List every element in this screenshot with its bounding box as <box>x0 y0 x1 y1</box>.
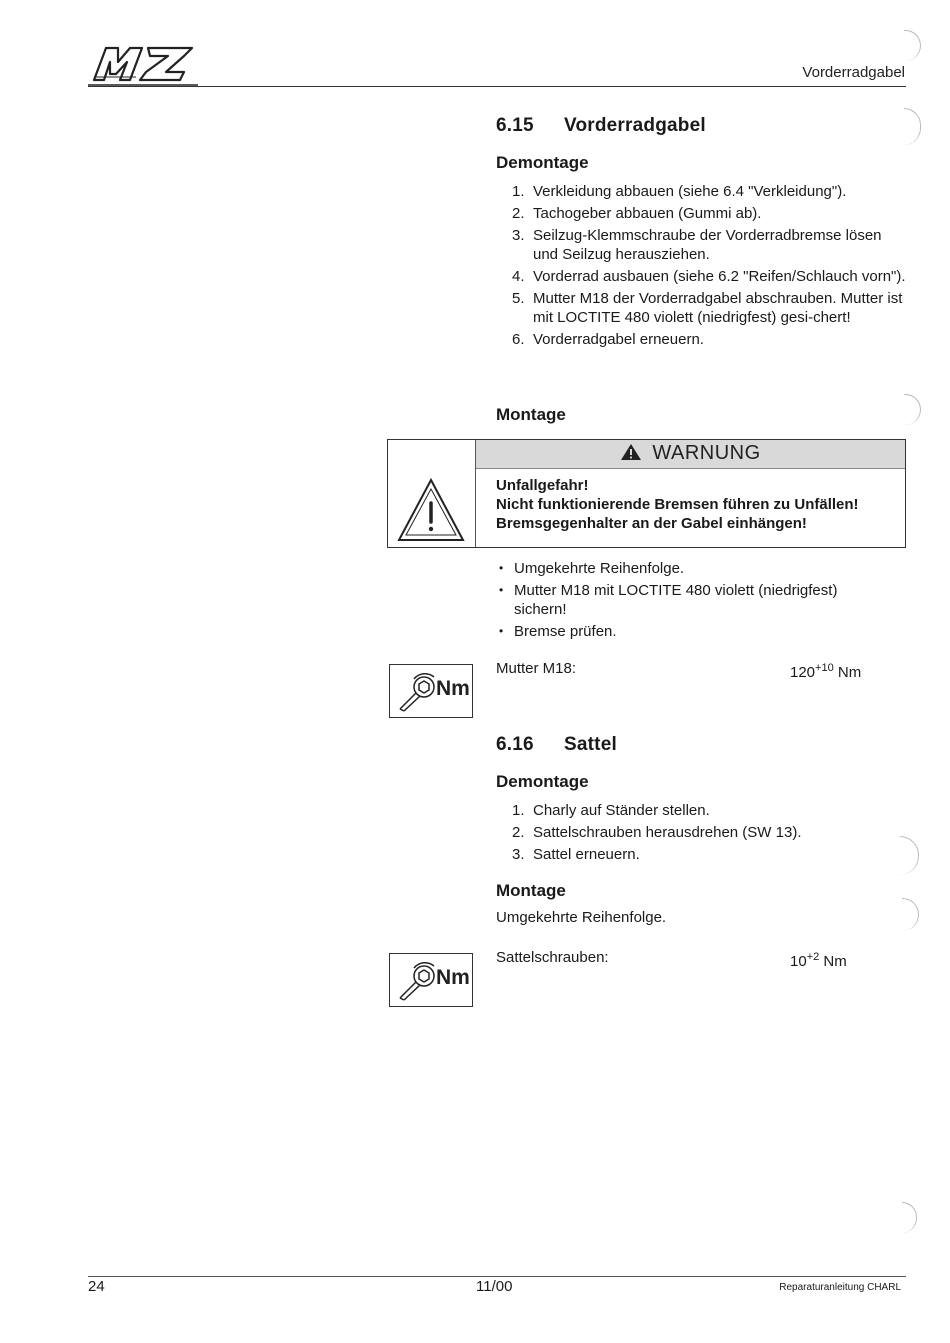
step-number: 2. <box>512 205 525 222</box>
step-item <box>496 267 908 286</box>
torque-tolerance: +2 <box>806 951 820 963</box>
step-number: 6. <box>512 331 525 348</box>
mz-logo <box>88 42 198 88</box>
demontage-steps <box>496 182 908 352</box>
demontage-heading: Demontage <box>496 153 589 172</box>
step-number: 4. <box>512 268 525 285</box>
wrench-icon <box>394 958 442 1002</box>
step-item <box>496 289 908 327</box>
step-item <box>496 204 908 223</box>
step-number: 2. <box>512 824 525 841</box>
section-616-heading <box>496 734 617 756</box>
torque-unit: Nm <box>823 953 847 970</box>
step-item <box>496 226 908 264</box>
warning-small-icon <box>620 443 642 461</box>
step-text: Charly auf Ständer stellen. <box>533 802 710 819</box>
warning-header <box>476 440 905 469</box>
section-615-heading <box>496 115 706 137</box>
step-number: 1. <box>512 802 525 819</box>
step-number: 3. <box>512 846 525 863</box>
step-text: Tachogeber abbauen (Gummi ab). <box>533 205 762 222</box>
section-title: Vorderradgabel <box>564 115 706 136</box>
step-text: Sattel erneuern. <box>533 846 640 863</box>
step-number: 1. <box>512 183 525 200</box>
section-title: Sattel <box>564 734 617 755</box>
torque-unit-label: Nm <box>436 966 470 989</box>
warning-box <box>387 439 906 548</box>
scan-mark <box>900 836 919 875</box>
montage-heading: Montage <box>496 881 566 900</box>
scan-mark <box>902 898 919 931</box>
page-number: 24 <box>88 1278 105 1295</box>
torque-tolerance: +10 <box>815 662 834 674</box>
step-text: Seilzug-Klemmschraube der Vorderradbremse lösen und Seilzug herausziehen. <box>533 227 882 263</box>
header-section-title: Vorderradgabel <box>802 64 905 81</box>
bullet-item: • Mutter M18 mit LOCTITE 480 violett (niedrigfest) sichern! <box>496 581 876 619</box>
torque-label: Mutter M18: <box>496 660 577 677</box>
footer-rule <box>88 1276 906 1277</box>
warning-text <box>496 476 859 533</box>
torque-wrench-icon <box>389 664 473 718</box>
section-number: 6.16 <box>496 734 534 755</box>
wrench-icon <box>394 669 442 713</box>
torque-value <box>790 659 861 682</box>
step-text: Vorderradgabel erneuern. <box>533 331 704 348</box>
warning-title-row <box>476 442 905 465</box>
torque-unit: Nm <box>837 664 862 681</box>
demontage-heading: Demontage <box>496 772 589 791</box>
footer-date: 11/00 <box>476 1278 513 1295</box>
warning-title: WARNUNG <box>652 442 761 464</box>
step-text: Vorderrad ausbauen (siehe 6.2 "Reifen/Schlauch vorn"). <box>533 268 906 285</box>
step-item <box>496 823 908 842</box>
header-rule <box>88 86 906 87</box>
step-item <box>496 330 908 349</box>
torque-value-number: 120 <box>790 664 816 681</box>
bullet-item: • Umgekehrte Reihenfolge. <box>496 559 876 578</box>
step-item <box>496 845 908 864</box>
demontage-steps <box>496 801 908 867</box>
mz-logo-graphic <box>88 42 198 88</box>
montage-bullets <box>496 559 876 644</box>
bullet-item: • Bremse prüfen. <box>496 622 876 641</box>
torque-value <box>790 948 847 971</box>
footer-manual-title: Reparaturanleitung CHARL <box>779 1282 901 1293</box>
step-text: Mutter M18 der Vorderradgabel abschrauben. Mutter ist mit LOCTITE 480 violett (niedrigfest) gesi-chert! <box>533 290 903 326</box>
step-item <box>496 182 908 201</box>
torque-unit-label: Nm <box>436 677 470 700</box>
step-text: Verkleidung abbauen (siehe 6.4 "Verkleidung"). <box>533 183 847 200</box>
step-number: 5. <box>512 290 525 307</box>
warning-icon-cell <box>388 440 476 547</box>
torque-label: Sattelschrauben: <box>496 949 609 966</box>
montage-heading: Montage <box>496 405 566 424</box>
warning-triangle-icon <box>388 440 475 547</box>
section-number: 6.15 <box>496 115 534 136</box>
scan-mark <box>902 1202 917 1233</box>
scan-mark <box>904 30 921 61</box>
step-item <box>496 801 908 820</box>
warning-line-2: Nicht funktionierende Bremsen führen zu Unfällen! <box>496 496 859 513</box>
scan-mark <box>904 108 921 145</box>
step-text: Sattelschrauben herausdrehen (SW 13). <box>533 824 802 841</box>
montage-text: Umgekehrte Reihenfolge. <box>496 909 667 926</box>
scan-mark <box>904 394 921 425</box>
step-number: 3. <box>512 227 525 244</box>
torque-value-number: 10 <box>790 953 807 970</box>
warning-line-3: Bremsgegenhalter an der Gabel einhängen! <box>496 515 807 532</box>
warning-line-1: Unfallgefahr! <box>496 477 589 494</box>
torque-wrench-icon <box>389 953 473 1007</box>
